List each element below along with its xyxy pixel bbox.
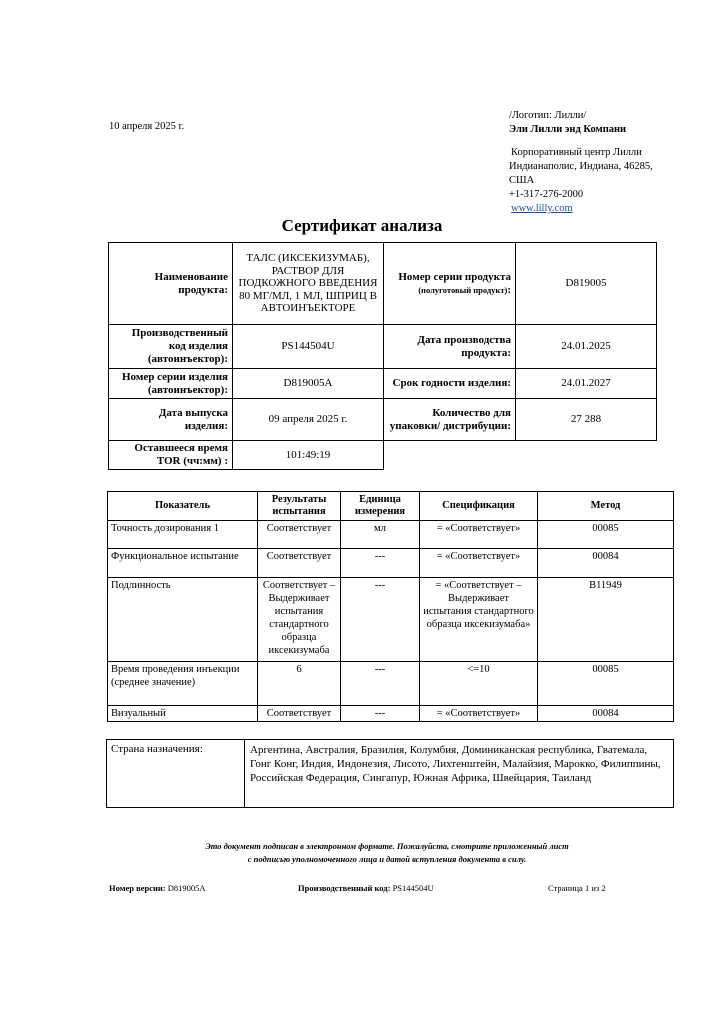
table-cell: <=10: [420, 662, 538, 706]
destination-value: Аргентина, Австралия, Бразилия, Колумбия, Доминиканская республика, Гватемала, Гонг Конг, Индия, Индонезия, Лисото, Лихтенштейн, Малайзия, Марокко, Филиппины, Российская Федерация, Сингапур, Южная Африка, Швейцария, Таиланд: [250, 744, 661, 784]
table-cell: 00084: [538, 706, 674, 722]
release-date-value: 09 апреля 2025 г.: [233, 399, 384, 441]
prod-code-value: PS144504U: [233, 325, 384, 369]
divider: [244, 740, 245, 807]
table-cell: = «Соответствует»: [420, 706, 538, 722]
manufacture-date-value: 24.01.2025: [516, 325, 657, 369]
table-cell: Соответствует – Выдерживает испытания стандартного образца иксекизумаба: [258, 578, 341, 662]
table-cell: Функциональное испытание: [108, 549, 258, 578]
footer-version: [109, 883, 206, 893]
batch-label-main: Номер серии продукта: [398, 270, 511, 283]
table-row: [108, 521, 674, 549]
product-name-label: Наименование продукта:: [109, 243, 233, 325]
column-header: Результаты испытания: [258, 492, 341, 521]
table-cell: 00085: [538, 662, 674, 706]
test-results-table: [107, 491, 674, 722]
table-cell: = «Соответствует»: [420, 521, 538, 549]
table-cell: Соответствует: [258, 706, 341, 722]
version-label: Номер версии:: [109, 883, 166, 893]
quantity-value: 27 288: [516, 399, 657, 441]
table-cell: ---: [341, 706, 420, 722]
table-cell: Соответствует: [258, 521, 341, 549]
tor-value: 101:49:19: [233, 441, 384, 470]
column-header: Единица измерения: [341, 492, 420, 521]
table-cell: Визуальный: [108, 706, 258, 722]
tor-label: Оставшееся время TOR (чч:мм) :: [109, 441, 233, 470]
website-link[interactable]: www.lilly.com: [511, 203, 573, 214]
destination-label: Страна назначения:: [111, 743, 203, 755]
release-date-label: Дата выпуска изделия:: [109, 399, 233, 441]
table-row: [108, 549, 674, 578]
table-cell: ---: [341, 662, 420, 706]
page-title: Сертификат анализа: [281, 216, 443, 235]
table-row: [108, 706, 674, 722]
address-line: Индианаполис, Индиана, 46285,: [509, 161, 653, 172]
manufacture-date-label: Дата производства продукта:: [384, 325, 516, 369]
table-cell: 00084: [538, 549, 674, 578]
column-header: Показатель: [108, 492, 258, 521]
table-row: [108, 662, 674, 706]
product-info-table: [108, 242, 657, 470]
prod-code-label: Производственный код изделия (автоинъектор):: [109, 325, 233, 369]
table-cell: = «Соответствует – Выдерживает испытания стандартного образца иксекизумаба»: [420, 578, 538, 662]
item-batch-label: Номер серии изделия (автоинъектор):: [109, 369, 233, 399]
expiry-label: Срок годности изделия:: [384, 369, 516, 399]
table-cell: ---: [341, 578, 420, 662]
expiry-value: 24.01.2027: [516, 369, 657, 399]
batch-value: D819005: [516, 243, 657, 325]
table-cell: Время проведения инъекции (среднее значение): [108, 662, 258, 706]
table-cell: Соответствует: [258, 549, 341, 578]
version-value: D819005A: [167, 883, 206, 893]
batch-label: Номер серии продукта (полуготовый продукт):: [384, 243, 516, 325]
column-header: Спецификация: [420, 492, 538, 521]
page-number: Страница 1 из 2: [548, 883, 606, 893]
table-cell: Подлинность: [108, 578, 258, 662]
table-cell: мл: [341, 521, 420, 549]
table-cell: 00085: [538, 521, 674, 549]
address-line: Корпоративный центр Лилли: [511, 147, 642, 158]
product-name-value: ТАЛС (ИКСЕКИЗУМАБ), РАСТВОР ДЛЯ ПОДКОЖНОГО ВВЕДЕНИЯ 80 МГ/МЛ, 1 МЛ, ШПРИЦ В АВТОИНЪЕКТОРЕ: [233, 243, 384, 325]
table-cell: 6: [258, 662, 341, 706]
table-cell: Точность дозирования 1: [108, 521, 258, 549]
company-block: [509, 109, 626, 137]
note-line: с подписью уполномоченного лица и датой вступления документа в силу.: [247, 854, 527, 864]
signature-note: [0, 840, 724, 866]
table-row: [108, 578, 674, 662]
address-line: +1-317-276-2000: [509, 189, 584, 200]
table-cell: = «Соответствует»: [420, 549, 538, 578]
destination-box: [106, 739, 674, 808]
table-cell: ---: [341, 549, 420, 578]
quantity-label: Количество для упаковки/ дистрибуции:: [384, 399, 516, 441]
table-cell: B11949: [538, 578, 674, 662]
item-batch-value: D819005A: [233, 369, 384, 399]
batch-label-sub: (полуготовый продукт): [418, 284, 508, 295]
code-label: Производственный код:: [298, 883, 391, 893]
document-date: 10 апреля 2025 г.: [109, 121, 185, 132]
footer-code: [298, 883, 434, 893]
company-name: Эли Лилли энд Компани: [509, 124, 627, 135]
note-line: Это документ подписан в электронном формате. Пожалуйста, смотрите приложенный лист: [205, 841, 569, 851]
code-value: PS144504U: [392, 883, 434, 893]
address-line: США: [509, 175, 535, 186]
logo-text: /Логотип: Лилли/: [509, 110, 587, 121]
company-address: [509, 146, 653, 216]
column-header: Метод: [538, 492, 674, 521]
